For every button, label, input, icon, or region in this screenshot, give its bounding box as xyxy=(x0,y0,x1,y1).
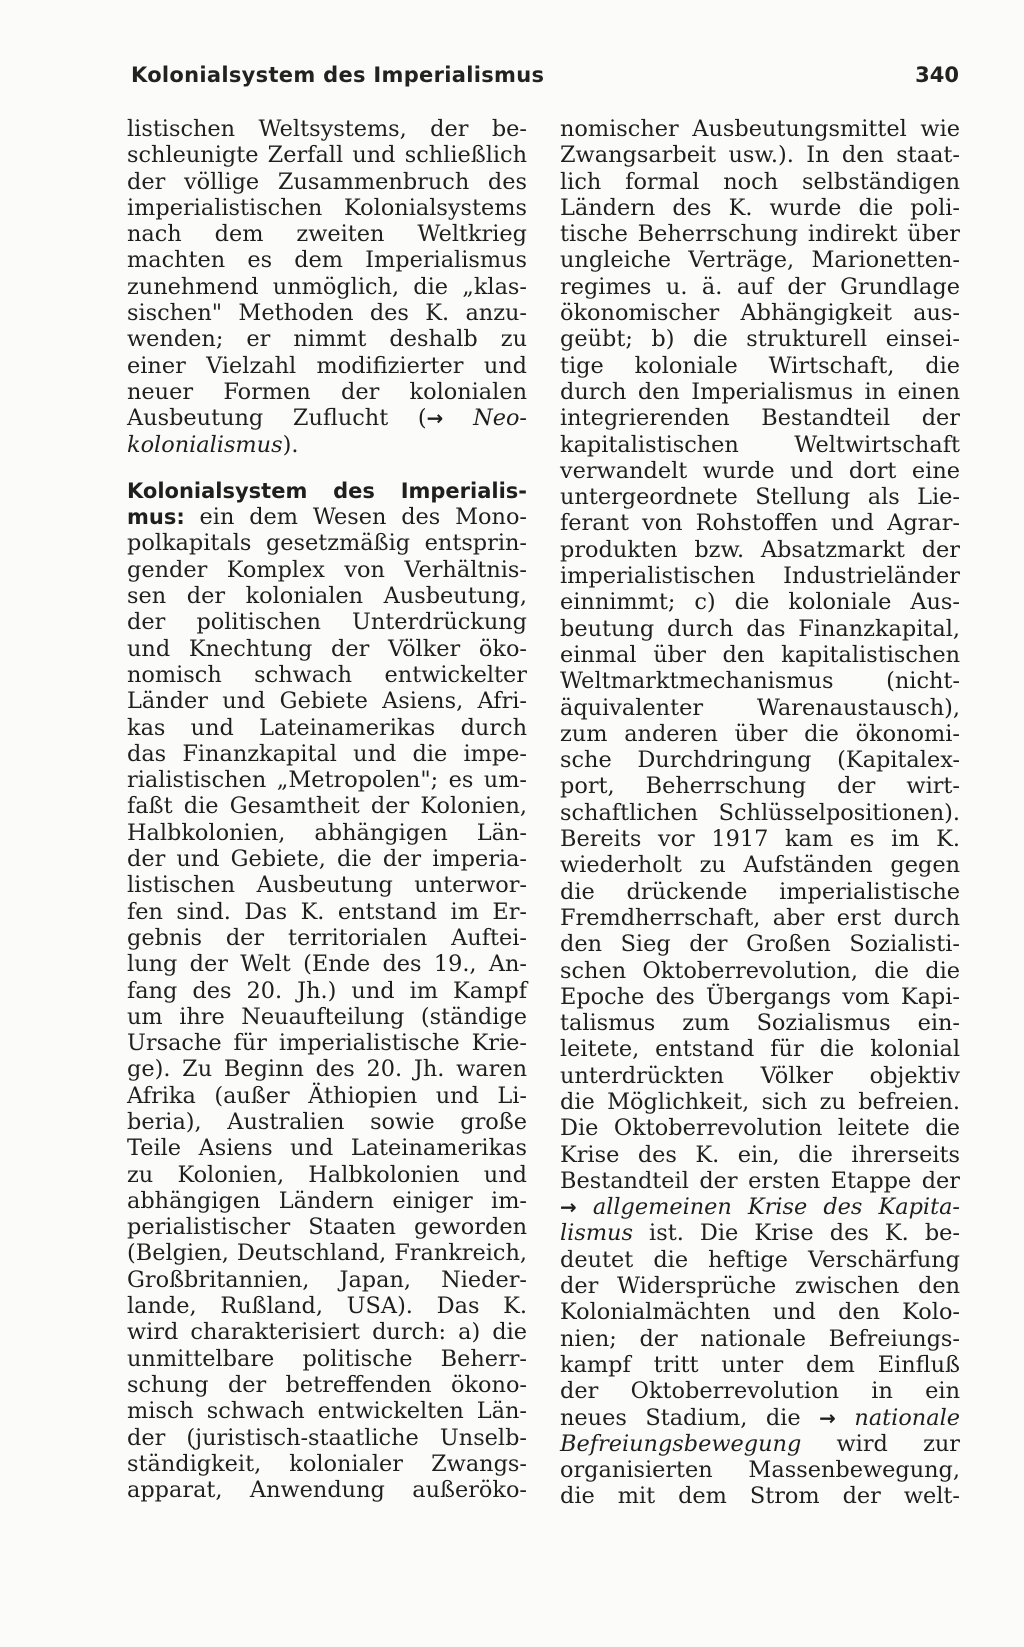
text-line: Länder und Gebiete Asiens, Afri- xyxy=(127,688,527,715)
running-head xyxy=(131,63,959,97)
crossref-arrow-icon: → xyxy=(819,1405,836,1430)
text-line: misch schwach entwickelten Län- xyxy=(127,1398,527,1425)
crossref-nationale-befreiungsbewegung[interactable]: nationale xyxy=(835,1404,960,1431)
text-line-with-crossref xyxy=(560,1405,960,1431)
text-line: einer Vielzahl modifizierter und xyxy=(127,352,527,379)
crossref-neokolonialismus[interactable]: Neo- xyxy=(443,405,527,432)
text-line: die drückende imperialistische xyxy=(560,878,960,905)
entry-gap xyxy=(127,458,527,478)
text-line: apparat, Anwendung außeröko- xyxy=(127,1477,527,1504)
text-line: integrierenden Bestandteil der xyxy=(560,405,960,432)
text-line: listischen Weltsystems, der be- xyxy=(127,116,527,142)
text-line: Kolonialmächten und den Kolo- xyxy=(560,1299,960,1326)
text-line: schen Oktoberrevolution, die die xyxy=(560,957,960,984)
text-line: machten es dem Imperialismus xyxy=(127,247,527,274)
text-line: Bereits vor 1917 kam es im K. xyxy=(560,826,960,853)
text-line: polkapitals gesetzmäßig entsprin- xyxy=(127,530,527,557)
text-line: schaftlichen Schlüsselpositionen). xyxy=(560,799,960,826)
text-line: ständigkeit, kolonialer Zwangs- xyxy=(127,1450,527,1477)
crossref-arrow-icon: → xyxy=(560,1195,577,1220)
text-line: deutet die heftige Verschärfung xyxy=(560,1246,960,1273)
text-line: der und Gebiete, die der imperia- xyxy=(127,846,527,873)
entry-heading-line xyxy=(127,504,527,530)
text-line: imperialistischen Industrieländer xyxy=(560,563,960,590)
text-line: abhängigen Ländern einiger im- xyxy=(127,1187,527,1214)
crossref-allgemeine-krise[interactable]: allgemeinen Krise des Kapita- xyxy=(576,1194,960,1221)
text-line: der Oktoberrevolution in ein xyxy=(560,1378,960,1405)
text-line: zu Kolonien, Halbkolonien und xyxy=(127,1161,527,1188)
text-line: geübt; b) die strukturell einsei- xyxy=(560,326,960,353)
text-line: die Möglichkeit, sich zu befreien. xyxy=(560,1088,960,1115)
crossref-arrow-icon: → xyxy=(426,406,444,431)
text-line: zunehmend unmöglich, die „klas- xyxy=(127,273,527,300)
line-text: ist. Die Krise des K. be- xyxy=(632,1220,960,1247)
text-line: wird charakterisiert durch: a) die xyxy=(127,1319,527,1346)
text-line: Ländern des K. wurde die poli- xyxy=(560,194,960,221)
text-line: ungleiche Verträge, Marionetten- xyxy=(560,247,960,274)
text-line: und Knechtung der Völker öko- xyxy=(127,635,527,662)
text-line: nomisch schwach entwickelter xyxy=(127,661,527,688)
text-line: faßt die Gesamtheit der Kolonien, xyxy=(127,793,527,820)
text-line: (Belgien, Deutschland, Frankreich, xyxy=(127,1240,527,1267)
text-line: Epoche des Übergangs vom Kapi- xyxy=(560,983,960,1010)
text-line: äquivalenter Warenaustausch), xyxy=(560,694,960,721)
text-line: verwandelt wurde und dort eine xyxy=(560,457,960,484)
text-line: rialistischen „Metropolen"; es um- xyxy=(127,767,527,794)
text-line: tige koloniale Wirtschaft, die xyxy=(560,352,960,379)
text-line: Ursache für imperialistische Krie- xyxy=(127,1030,527,1057)
text-line: schleunigte Zerfall und schließlich xyxy=(127,142,527,169)
text-line: ökonomischer Abhängigkeit aus- xyxy=(560,300,960,327)
text-line: lich formal noch selbständigen xyxy=(560,168,960,195)
line-text: neues Stadium, die xyxy=(560,1404,820,1431)
text-line-with-crossref xyxy=(127,432,527,458)
text-line: kampf tritt unter dem Einfluß xyxy=(560,1351,960,1378)
text-line: sen der kolonialen Ausbeutung, xyxy=(127,583,527,610)
line-text: ein dem Wesen des Mono- xyxy=(184,504,527,531)
entry-term: Kolonialsystem des Imperialis- xyxy=(127,478,527,503)
text-line: listischen Ausbeutung unterwor- xyxy=(127,872,527,899)
text-line: einnimmt; c) die koloniale Aus- xyxy=(560,589,960,616)
text-line: Fremdherrschaft, aber erst durch xyxy=(560,904,960,931)
text-line: ge). Zu Beginn des 20. Jh. waren xyxy=(127,1056,527,1083)
text-line: unterdrückten Völker objektiv xyxy=(560,1062,960,1089)
text-line: organisierten Massenbewegung, xyxy=(560,1457,960,1484)
entry-term-cont: mus: xyxy=(127,505,185,530)
text-line: lande, Rußland, USA). Das K. xyxy=(127,1293,527,1320)
text-line: kas und Lateinamerikas durch xyxy=(127,714,527,741)
text-line: regimes u. ä. auf der Grundlage xyxy=(560,273,960,300)
text-line: beutung durch das Finanzkapital, xyxy=(560,615,960,642)
running-title: Kolonialsystem des Imperialismus xyxy=(131,63,545,87)
text-line-with-crossref xyxy=(560,1431,960,1457)
text-line: sche Durchdringung (Kapitalex- xyxy=(560,747,960,774)
text-line: wenden; er nimmt deshalb zu xyxy=(127,326,527,353)
text-line: nien; der nationale Befreiungs- xyxy=(560,1325,960,1352)
text-line: Zwangsarbeit usw.). In den staat- xyxy=(560,142,960,169)
text-line: wiederholt zu Aufständen gegen xyxy=(560,852,960,879)
text-line: leitete, entstand für die kolonial xyxy=(560,1036,960,1063)
text-line-with-crossref xyxy=(127,405,527,431)
line-text: Ausbeutung Zuflucht ( xyxy=(127,405,427,432)
text-line: gebnis der territorialen Auftei- xyxy=(127,924,527,951)
text-line: beria), Australien sowie große xyxy=(127,1108,527,1135)
text-line: kapitalistischen Weltwirtschaft xyxy=(560,431,960,458)
crossref-neokolonialismus-cont[interactable]: kolonialismus xyxy=(127,431,283,458)
text-line: Krise des K. ein, die ihrerseits xyxy=(560,1141,960,1168)
text-line: Teile Asiens und Lateinamerikas xyxy=(127,1135,527,1162)
crossref-allgemeine-krise-cont[interactable]: lismus xyxy=(560,1220,633,1247)
crossref-nationale-befreiungsbewegung-cont[interactable]: Befreiungsbewegung xyxy=(560,1430,802,1457)
text-line: fang des 20. Jh.) und im Kampf xyxy=(127,977,527,1004)
text-line-with-crossref xyxy=(560,1194,960,1220)
text-line: talismus zum Sozialismus ein- xyxy=(560,1010,960,1037)
text-line: produkten bzw. Absatzmarkt der xyxy=(560,536,960,563)
text-line: der (juristisch-staatliche Unselb- xyxy=(127,1424,527,1451)
text-line: durch den Imperialismus in einen xyxy=(560,378,960,405)
text-line: sischen" Methoden des K. anzu- xyxy=(127,300,527,327)
line-text: wird zur xyxy=(801,1430,960,1457)
text-line: um ihre Neuaufteilung (ständige xyxy=(127,1003,527,1030)
text-line: nomischer Ausbeutungsmittel wie xyxy=(560,116,960,142)
right-column xyxy=(560,116,960,1510)
text-line: zum anderen über die ökonomi- xyxy=(560,720,960,747)
text-line: einmal über den kapitalistischen xyxy=(560,641,960,668)
text-line: imperialistischen Kolonialsystems xyxy=(127,194,527,221)
text-line: port, Beherrschung der wirt- xyxy=(560,773,960,800)
text-line: der Widersprüche zwischen den xyxy=(560,1273,960,1300)
text-line-with-crossref xyxy=(560,1220,960,1246)
text-line: Afrika (außer Äthiopien und Li- xyxy=(127,1082,527,1109)
entry-heading-line xyxy=(127,478,527,504)
text-line: Großbritannien, Japan, Nieder- xyxy=(127,1266,527,1293)
text-line: neuer Formen der kolonialen xyxy=(127,378,527,405)
text-line: die mit dem Strom der welt- xyxy=(560,1483,960,1510)
text-line: nach dem zweiten Weltkrieg xyxy=(127,221,527,248)
page-number: 340 xyxy=(915,63,959,87)
text-line: schung der betreffenden ökono- xyxy=(127,1371,527,1398)
text-line: gender Komplex von Verhältnis- xyxy=(127,556,527,583)
text-line: der politischen Unterdrückung xyxy=(127,609,527,636)
text-line: Bestandteil der ersten Etappe der xyxy=(560,1167,960,1194)
left-column xyxy=(127,116,527,1503)
text-line: unmittelbare politische Beherr- xyxy=(127,1345,527,1372)
text-line: ferant von Rohstoffen und Agrar- xyxy=(560,510,960,537)
text-line: fen sind. Das K. entstand im Er- xyxy=(127,898,527,925)
text-line: lung der Welt (Ende des 19., An- xyxy=(127,951,527,978)
text-line: Halbkolonien, abhängigen Län- xyxy=(127,819,527,846)
text-line: Weltmarktmechanismus (nicht- xyxy=(560,668,960,695)
text-line: das Finanzkapital und die impe- xyxy=(127,740,527,767)
text-line: den Sieg der Großen Sozialisti- xyxy=(560,931,960,958)
text-line: perialistischer Staaten geworden xyxy=(127,1214,527,1241)
text-line: tische Beherrschung indirekt über xyxy=(560,221,960,248)
line-text: ). xyxy=(282,431,299,458)
text-line: untergeordnete Stellung als Lie- xyxy=(560,484,960,511)
text-line: Die Oktoberrevolution leitete die xyxy=(560,1115,960,1142)
text-line: der völlige Zusammenbruch des xyxy=(127,168,527,195)
